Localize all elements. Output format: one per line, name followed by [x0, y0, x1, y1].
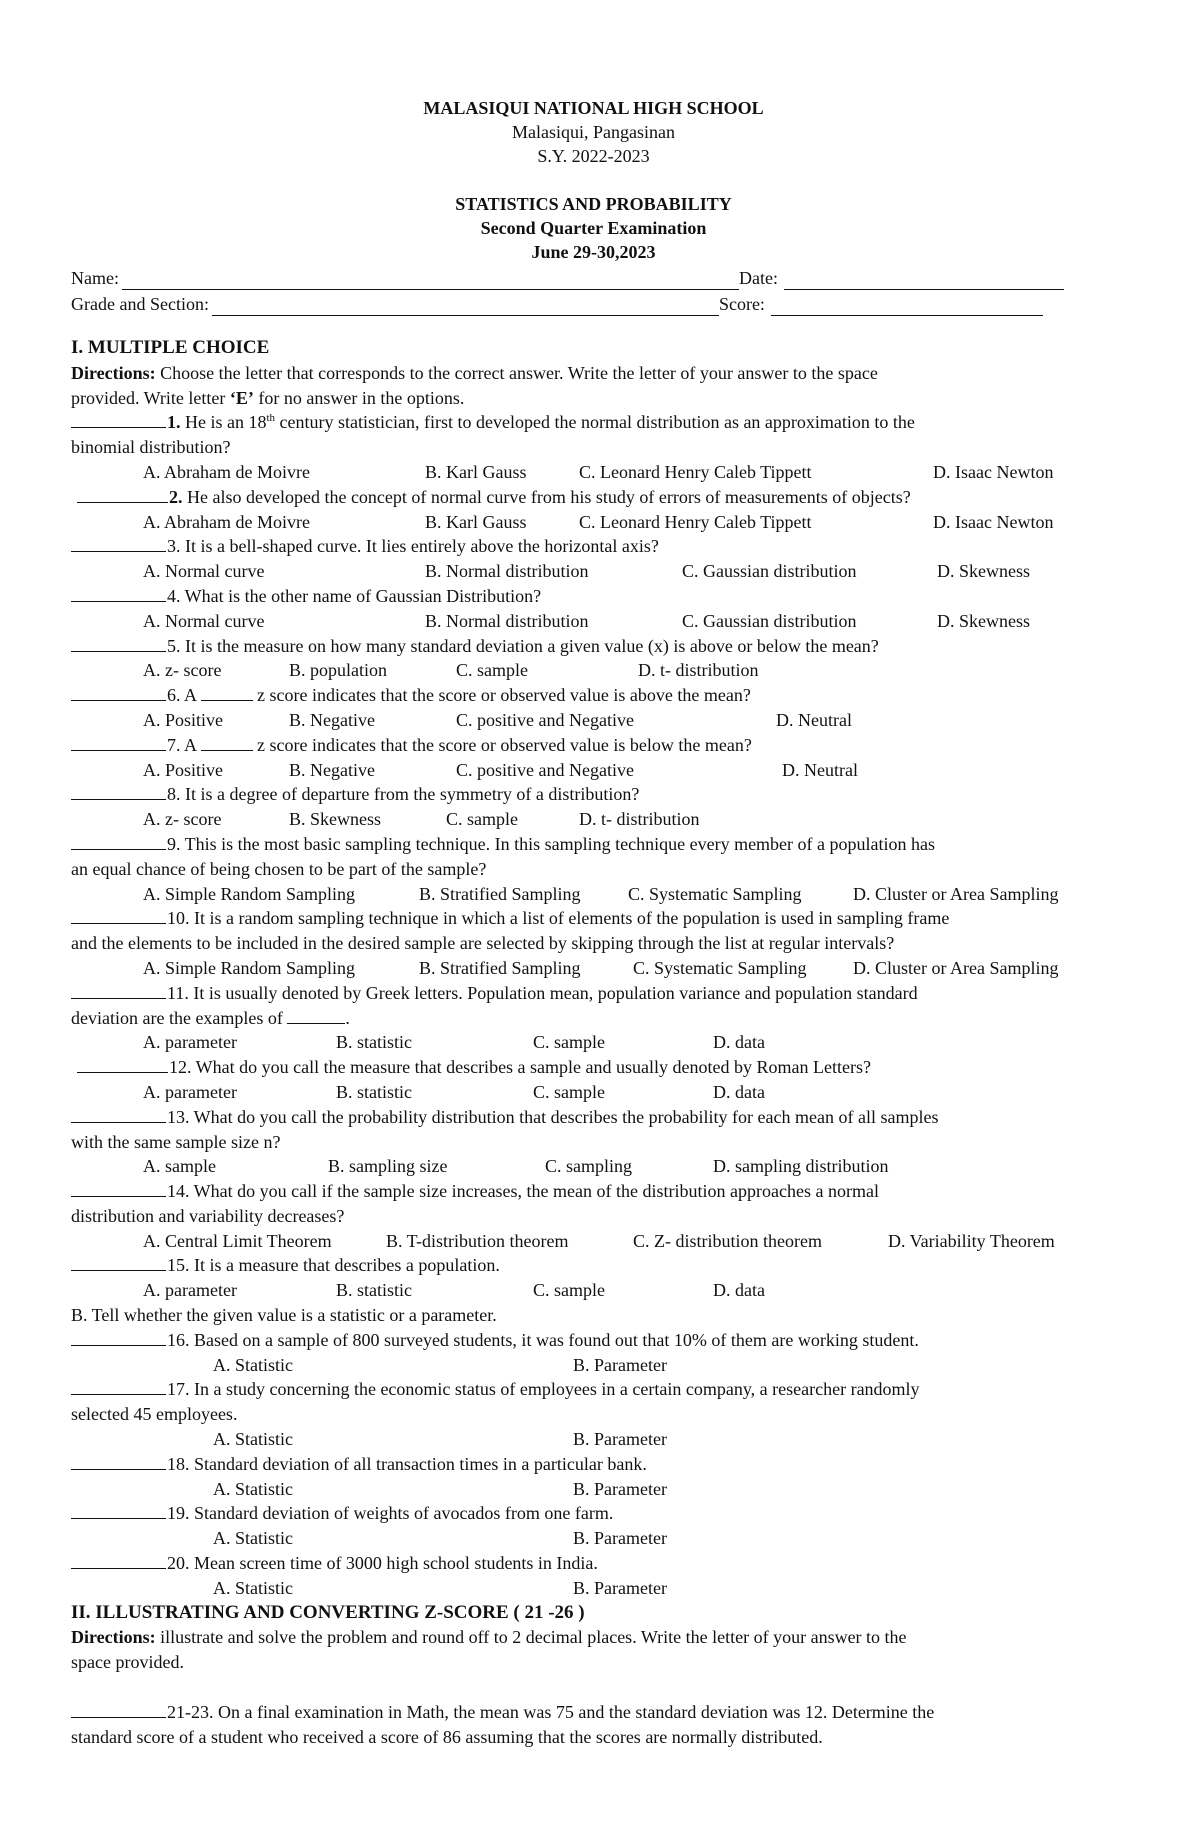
q19-text: 19. Standard deviation of weights of avocados from one farm.	[167, 1503, 614, 1524]
name-date-row	[71, 264, 1116, 290]
option-b: B. Parameter	[573, 1478, 667, 1499]
answer-blank[interactable]	[71, 1552, 166, 1569]
q7-text-2: z score indicates that the score or observed value is below the mean?	[252, 734, 752, 755]
option-b: B. Normal distribution	[425, 561, 589, 582]
q7-text: 7. A	[167, 734, 201, 755]
option-b: B. sampling size	[328, 1156, 448, 1177]
q20-text: 20. Mean screen time of 3000 high school students in India.	[167, 1553, 598, 1574]
q1-number: 1.	[167, 412, 181, 433]
q2-number: 2.	[169, 486, 183, 507]
option-a: A. Positive	[143, 759, 224, 780]
q18-options	[71, 1477, 1116, 1502]
option-a: A. Abraham de Moivre	[143, 461, 310, 482]
answer-blank[interactable]	[71, 1502, 166, 1519]
question-5	[71, 634, 1116, 659]
q6-text: 6. A	[167, 685, 201, 706]
date-label: Date:	[738, 268, 778, 288]
answer-blank[interactable]	[77, 486, 168, 503]
directions-text: illustrate and solve the problem and round off to 2 decimal places. Write the letter of your answer to the	[155, 1627, 907, 1648]
q13-text-2: with the same sample size n?	[71, 1131, 281, 1152]
answer-blank[interactable]	[71, 1254, 166, 1271]
q8-options	[71, 807, 1116, 832]
question-18	[71, 1452, 1116, 1477]
answer-blank[interactable]	[77, 1056, 168, 1073]
name-label: Name:	[71, 268, 119, 288]
option-b: B. statistic	[336, 1032, 412, 1053]
exam-page	[71, 96, 1116, 1749]
question-20	[71, 1551, 1116, 1576]
option-b: B. Normal distribution	[425, 610, 589, 631]
option-c: C. Leonard Henry Caleb Tippett	[579, 461, 812, 482]
directions-label: Directions:	[71, 1627, 156, 1648]
answer-blank[interactable]	[71, 1453, 166, 1470]
q6-text-2: z score indicates that the score or observed value is above the mean?	[252, 685, 751, 706]
option-a: A. sample	[143, 1156, 216, 1177]
option-a: A. Statistic	[213, 1478, 293, 1499]
part2-title: II. ILLUSTRATING AND CONVERTING Z-SCORE ( 21 -26 )	[71, 1601, 585, 1623]
score-label: Score:	[718, 294, 765, 314]
question-3	[71, 534, 1116, 559]
answer-blank[interactable]	[71, 1378, 166, 1395]
answer-blank[interactable]	[71, 907, 166, 924]
option-b: B. Negative	[289, 709, 375, 730]
q21-text-2: standard score of a student who received a score of 86 assuming that the scores are normally distributed.	[71, 1726, 823, 1747]
q7-options	[71, 758, 1116, 783]
name-field[interactable]	[122, 271, 739, 290]
q4-text: 4. What is the other name of Gaussian Distribution?	[167, 585, 542, 606]
q12-text: 12. What do you call the measure that describes a sample and usually denoted by Roman Letters?	[169, 1057, 871, 1078]
directions-text-2: provided. Write letter	[71, 387, 230, 408]
question-11	[71, 981, 1116, 1006]
option-b: B. statistic	[336, 1081, 412, 1102]
q5-options	[71, 658, 1116, 683]
q11-line-2	[71, 1006, 1116, 1031]
option-a: A. Normal curve	[143, 610, 265, 631]
question-16	[71, 1328, 1116, 1353]
q17-text: 17. In a study concerning the economic status of employees in a certain company, a researcher randomly	[167, 1379, 920, 1400]
answer-blank[interactable]	[71, 982, 166, 999]
option-b: B. Parameter	[573, 1354, 667, 1375]
option-d: D. data	[713, 1280, 765, 1301]
option-a: A. z- score	[143, 660, 222, 681]
question-12	[71, 1055, 1116, 1080]
exam-title: Second Quarter Examination	[480, 218, 707, 238]
q13-options	[71, 1154, 1116, 1179]
answer-blank[interactable]	[71, 635, 166, 652]
q18-text: 18. Standard deviation of all transaction times in a particular bank.	[167, 1453, 647, 1474]
question-14	[71, 1179, 1116, 1204]
q17-text-2: selected 45 employees.	[71, 1404, 238, 1425]
q1-text-2: century statistician, first to developed the normal distribution as an approximation to the	[275, 412, 915, 433]
option-a: A. Abraham de Moivre	[143, 511, 310, 532]
score-field[interactable]	[771, 297, 1043, 316]
option-d: D. sampling distribution	[713, 1156, 889, 1177]
q2-options	[71, 510, 1116, 535]
option-c: C. sampling	[545, 1156, 633, 1177]
directions-text-3: for no answer in the options.	[253, 387, 465, 408]
directions-text: Choose the letter that corresponds to the correct answer. Write the letter of your answer to the space	[155, 362, 878, 383]
answer-blank[interactable]	[71, 535, 166, 552]
option-d: D. t- distribution	[579, 809, 700, 830]
option-c: C. sample	[456, 660, 528, 681]
option-d: D. data	[713, 1081, 765, 1102]
answer-blank[interactable]	[71, 1106, 166, 1123]
q9-options	[71, 882, 1116, 907]
option-a: A. Statistic	[213, 1577, 293, 1598]
option-c: C. Systematic Sampling	[633, 957, 807, 978]
option-b: B. Parameter	[573, 1577, 667, 1598]
question-1	[71, 410, 1116, 435]
option-d: D. Neutral	[782, 759, 858, 780]
option-a: A. Statistic	[213, 1528, 293, 1549]
q16-options	[71, 1353, 1116, 1378]
option-b: B. Stratified Sampling	[419, 957, 581, 978]
fill-blank	[201, 684, 253, 701]
q21-text: 21-23. On a final examination in Math, the mean was 75 and the standard deviation was 12. Determine the	[167, 1701, 935, 1722]
option-b: B. statistic	[336, 1280, 412, 1301]
option-c: C. Gaussian distribution	[682, 561, 857, 582]
option-b: B. Parameter	[573, 1528, 667, 1549]
option-a: A. Statistic	[213, 1429, 293, 1450]
answer-blank[interactable]	[71, 734, 166, 751]
question-15	[71, 1253, 1116, 1278]
option-b: B. population	[289, 660, 387, 681]
answer-blank[interactable]	[71, 1329, 166, 1346]
q1-text-3: binomial distribution?	[71, 437, 231, 458]
directions-label: Directions:	[71, 362, 156, 383]
exam-date: June 29-30,2023	[531, 242, 656, 262]
question-19	[71, 1501, 1116, 1526]
fill-blank	[287, 1007, 345, 1024]
option-b: B. Stratified Sampling	[419, 883, 581, 904]
directions-e: ‘E’	[229, 387, 254, 408]
answer-blank[interactable]	[71, 585, 166, 602]
option-d: D. Cluster or Area Sampling	[853, 957, 1059, 978]
part2-directions	[71, 1625, 1116, 1650]
option-a: A. parameter	[143, 1280, 237, 1301]
option-d: D. Skewness	[937, 610, 1030, 631]
option-d: D. Cluster or Area Sampling	[853, 883, 1059, 904]
question-4	[71, 584, 1116, 609]
option-c: C. sample	[533, 1280, 605, 1301]
q4-options	[71, 609, 1116, 634]
option-a: A. Simple Random Sampling	[143, 883, 356, 904]
question-13	[71, 1105, 1116, 1130]
q9-text: 9. This is the most basic sampling technique. In this sampling technique every member of a population has	[167, 833, 936, 854]
answer-blank[interactable]	[71, 833, 166, 850]
q20-options	[71, 1576, 1116, 1601]
school-name: MALASIQUI NATIONAL HIGH SCHOOL	[423, 98, 764, 118]
option-d: D. Variability Theorem	[888, 1230, 1055, 1251]
q14-text-2: distribution and variability decreases?	[71, 1205, 345, 1226]
q14-text: 14. What do you call if the sample size increases, the mean of the distribution approaches a normal	[167, 1181, 879, 1202]
school-location: Malasiqui, Pangasinan	[512, 122, 675, 142]
q12-options	[71, 1080, 1116, 1105]
q17-options	[71, 1427, 1116, 1452]
part1-directions-2	[71, 386, 1116, 411]
option-c: C. Gaussian distribution	[682, 610, 857, 631]
answer-blank[interactable]	[71, 1180, 166, 1197]
grade-score-row	[71, 290, 1116, 316]
q11-text: 11. It is usually denoted by Greek letters. Population mean, population variance and population standard	[167, 982, 918, 1003]
question-21-23	[71, 1700, 1116, 1725]
question-2	[71, 485, 1116, 510]
option-b: B. T-distribution theorem	[386, 1230, 569, 1251]
option-c: C. Systematic Sampling	[628, 883, 802, 904]
answer-blank[interactable]	[71, 411, 166, 428]
q15-text: 15. It is a measure that describes a population.	[167, 1255, 500, 1276]
q14-options	[71, 1229, 1116, 1254]
option-d: D. Isaac Newton	[933, 461, 1054, 482]
partb-title: B. Tell whether the given value is a statistic or a parameter.	[71, 1305, 497, 1326]
option-b: B. Skewness	[289, 809, 382, 830]
q1-sup: th	[266, 412, 276, 425]
option-d: D. Neutral	[776, 709, 852, 730]
q10-options	[71, 956, 1116, 981]
option-c: C. Leonard Henry Caleb Tippett	[579, 511, 812, 532]
q10-text-2: and the elements to be included in the desired sample are selected by skipping through the list at regular intervals?	[71, 933, 895, 954]
question-17	[71, 1377, 1116, 1402]
option-a: A. Central Limit Theorem	[143, 1230, 332, 1251]
question-9	[71, 832, 1116, 857]
answer-blank[interactable]	[71, 684, 166, 701]
option-b: B. Negative	[289, 759, 375, 780]
part2-directions-2: space provided.	[71, 1652, 184, 1673]
q1-text: He is an 18	[180, 412, 267, 433]
option-a: A. z- score	[143, 809, 222, 830]
q2-text: He also developed the concept of normal curve from his study of errors of measurements of objects?	[182, 486, 911, 507]
option-c: C. positive and Negative	[456, 709, 634, 730]
option-c: C. positive and Negative	[456, 759, 634, 780]
option-c: C. sample	[446, 809, 518, 830]
q6-options	[71, 708, 1116, 733]
option-a: A. Simple Random Sampling	[143, 957, 356, 978]
q3-text: 3. It is a bell-shaped curve. It lies entirely above the horizontal axis?	[167, 536, 659, 557]
subject-title: STATISTICS AND PROBABILITY	[455, 194, 732, 214]
q13-text: 13. What do you call the probability distribution that describes the probability for each mean of all samples	[167, 1106, 939, 1127]
q9-text-2: an equal chance of being chosen to be part of the sample?	[71, 858, 487, 879]
q3-options	[71, 559, 1116, 584]
part1-title: I. MULTIPLE CHOICE	[71, 337, 270, 358]
option-b: B. Karl Gauss	[425, 461, 527, 482]
option-b: B. Parameter	[573, 1429, 667, 1450]
option-c: C. Z- distribution theorem	[633, 1230, 822, 1251]
q11-options	[71, 1030, 1116, 1055]
answer-blank[interactable]	[71, 783, 166, 800]
option-a: A. Statistic	[213, 1354, 293, 1375]
q15-options	[71, 1278, 1116, 1303]
q10-text: 10. It is a random sampling technique in which a list of elements of the population is used in sampling frame	[167, 908, 950, 929]
answer-blank[interactable]	[71, 1701, 166, 1718]
option-a: A. Normal curve	[143, 561, 265, 582]
option-c: C. sample	[533, 1032, 605, 1053]
date-field[interactable]	[784, 271, 1064, 290]
option-a: A. parameter	[143, 1032, 237, 1053]
option-d: D. Isaac Newton	[933, 511, 1054, 532]
fill-blank	[201, 734, 253, 751]
q5-text: 5. It is the measure on how many standard deviation a given value (x) is above or below the mean?	[167, 635, 879, 656]
q11-period: .	[345, 1007, 350, 1028]
option-c: C. sample	[533, 1081, 605, 1102]
school-year: S.Y. 2022-2023	[537, 146, 650, 166]
q19-options	[71, 1526, 1116, 1551]
option-d: D. Skewness	[937, 561, 1030, 582]
question-6	[71, 683, 1116, 708]
option-b: B. Karl Gauss	[425, 511, 527, 532]
option-a: A. Positive	[143, 709, 224, 730]
q1-options	[71, 460, 1116, 485]
question-7	[71, 733, 1116, 758]
q16-text: 16. Based on a sample of 800 surveyed students, it was found out that 10% of them are working student.	[167, 1329, 919, 1350]
part1-directions	[71, 361, 1116, 386]
grade-label: Grade and Section:	[71, 294, 209, 314]
option-a: A. parameter	[143, 1081, 237, 1102]
question-10	[71, 906, 1116, 931]
grade-field[interactable]	[212, 297, 719, 316]
option-d: D. t- distribution	[638, 660, 759, 681]
q11-text-2: deviation are the examples of	[71, 1007, 288, 1028]
q8-text: 8. It is a degree of departure from the symmetry of a distribution?	[167, 784, 640, 805]
option-d: D. data	[713, 1032, 765, 1053]
question-8	[71, 782, 1116, 807]
